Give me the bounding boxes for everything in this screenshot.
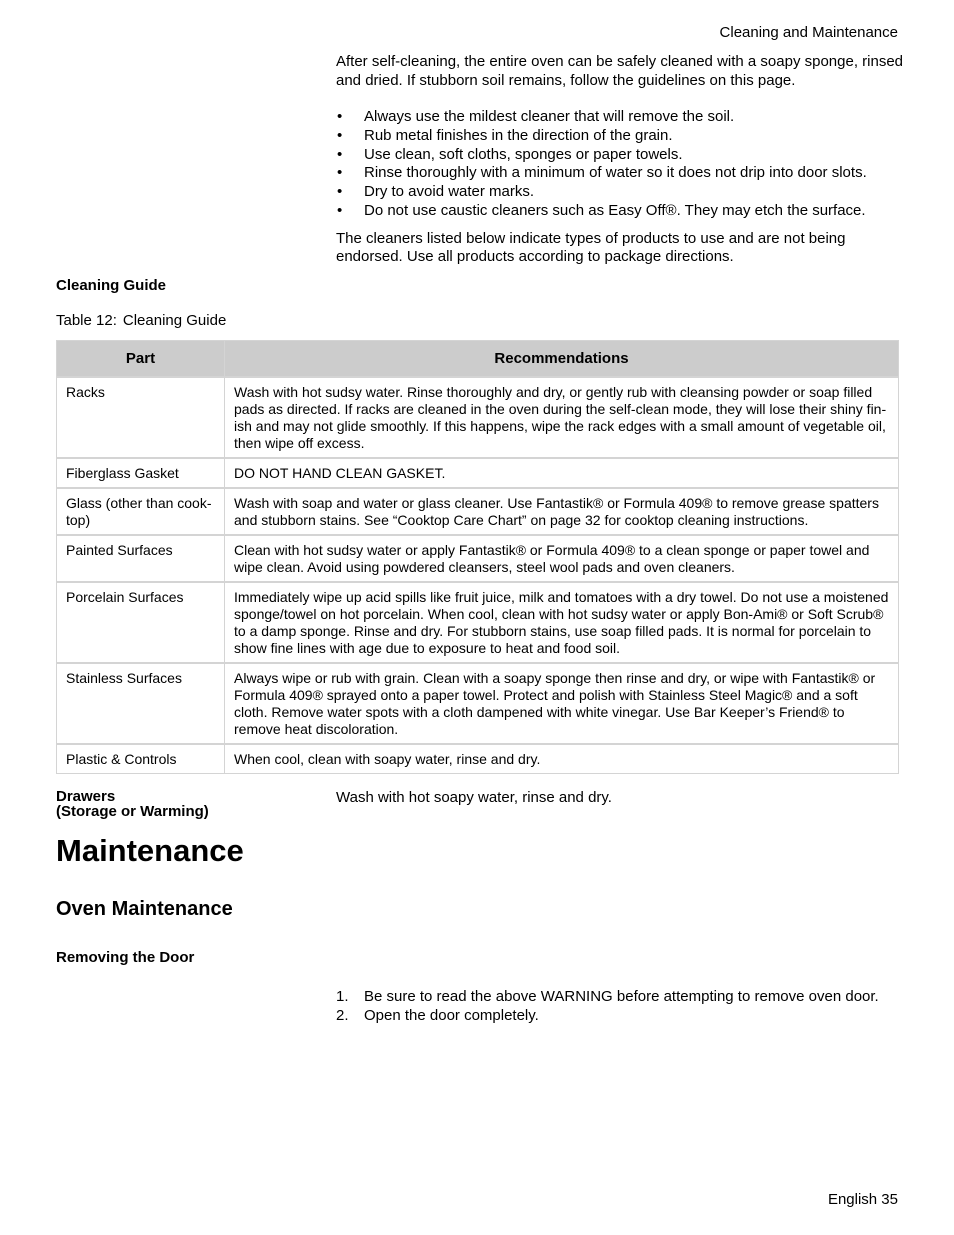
step-number: 2. [336, 1007, 349, 1024]
maintenance-title: Maintenance [56, 833, 244, 868]
cleaning-tips-list [336, 108, 906, 221]
part-cell: Glass (other than cooktop) [57, 488, 225, 535]
step-text: Open the door completely. [364, 1007, 539, 1024]
cleaning-guide-heading: Cleaning Guide [56, 277, 167, 294]
list-item: • Always use the mildest cleaner that will remove the soil. [336, 108, 906, 127]
table-row [57, 744, 899, 774]
list-item: • Rub metal finishes in the direction of the grain. [336, 127, 906, 146]
table-caption-label: Table 12: [56, 312, 117, 329]
removing-door-heading: Removing the Door [56, 949, 195, 966]
table-row [57, 377, 899, 458]
oven-maintenance-heading: Oven Maintenance [56, 898, 233, 920]
step-number: 1. [336, 988, 349, 1005]
running-header: Cleaning and Maintenance [719, 24, 898, 41]
part-cell: Painted Surfaces [57, 535, 225, 582]
drawers-heading [56, 789, 209, 819]
part-cell: Racks [57, 377, 225, 458]
part-cell: Fiberglass Gasket [57, 458, 225, 488]
table-caption-title: Cleaning Guide [122, 312, 227, 329]
recommendation-cell: DO NOT HAND CLEAN GASKET. [225, 458, 899, 488]
list-item: • Rinse thoroughly with a minimum of water so it does not drip into door slots. [336, 164, 906, 183]
table-row [57, 663, 899, 744]
drawers-heading-line1: Drawers [56, 788, 116, 805]
table-row [57, 535, 899, 582]
intro-paragraph: After self-cleaning, the entire oven can be safely cleaned with a soapy sponge, rinsed and dried. If stubborn soil remains, follow the guidelines on this page. [336, 53, 904, 89]
column-header-recommendations: Recommendations [225, 341, 899, 377]
recommendation-cell: When cool, clean with soapy water, rinse and dry. [225, 744, 899, 774]
drawers-heading-line2: (Storage or Warming) [56, 803, 209, 820]
cleaning-guide-table [56, 340, 899, 774]
cleaners-note: The cleaners listed below indicate types of products to use and are not being endorsed. Use all products according to package directions. [336, 230, 846, 265]
recommendation-cell: Wash with soap and water or glass cleaner. Use Fantastik® or Formula 409® to remove grease spatters and stubborn stains. See “Cooktop Care Chart” on page 32 for cooktop cleaning instructions. [225, 488, 899, 535]
part-cell: Plastic & Controls [57, 744, 225, 774]
list-item [336, 1006, 906, 1025]
recommendation-cell: Immediately wipe up acid spills like fruit juice, milk and tomatoes with a dry towel. Do not use a moistened sponge/towel on hot porcelain. When cool, clean with hot sudsy water or apply Bon-Ami® or Soft Scrub® to a damp sponge. Rinse and dry. For stubborn stains, use soap filled pads. It is normal for porcelain to show fine lines with age due to exposure to heat and food soil. [225, 582, 899, 663]
table-row [57, 458, 899, 488]
part-cell: Stainless Surfaces [57, 663, 225, 744]
recommendation-cell: Always wipe or rub with grain. Clean with a soapy sponge then rinse and dry, or wipe with Fantastik® or Formula 409® sprayed onto a paper towel. Protect and polish with Stainless Steel Magic® and a soft cloth. Remove water spots with a cloth dampened with white vinegar. Use Bar Keeper’s Friend® to remove heat discoloration. [225, 663, 899, 744]
table-caption [56, 312, 226, 329]
door-removal-steps [336, 987, 906, 1025]
table-row [57, 582, 899, 663]
page-number: English 35 [827, 1191, 898, 1208]
step-text: Be sure to read the above WARNING before attempting to remove oven door. [364, 988, 879, 1005]
column-header-part: Part [57, 341, 225, 377]
table-row [57, 488, 899, 535]
recommendation-cell: Clean with hot sudsy water or apply Fantastik® or Formula 409® to a clean sponge or paper towel and wipe clean. Avoid using powdered cleansers, steel wool pads and oven cleaners. [225, 535, 899, 582]
part-cell: Porcelain Surfaces [57, 582, 225, 663]
list-item: • Use clean, soft cloths, sponges or paper towels. [336, 146, 906, 165]
drawers-text: Wash with hot soapy water, rinse and dry. [336, 789, 612, 806]
table-header-row [57, 341, 899, 377]
list-item [336, 987, 906, 1006]
recommendation-cell: Wash with hot sudsy water. Rinse thoroughly and dry, or gently rub with cleansing powder or soap filled pads as directed. If racks are cleaned in the oven during the self-clean mode, they will lose their shiny finish and may not glide smoothly. If this happens, wipe the rack edges with a small amount of vegetable oil, then wipe off excess. [225, 377, 899, 458]
list-item: • Dry to avoid water marks. [336, 183, 906, 202]
list-item: • Do not use caustic cleaners such as Easy Off®. They may etch the surface. [336, 202, 906, 221]
